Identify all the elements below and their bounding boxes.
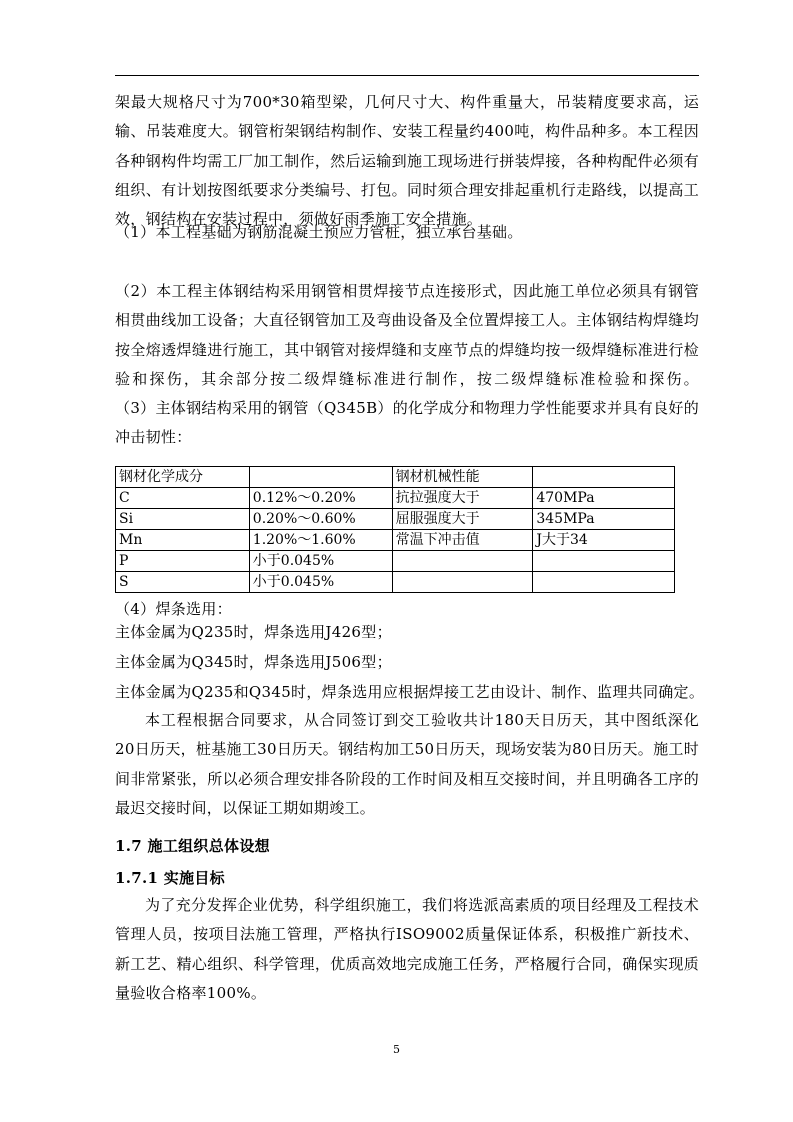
table-cell (533, 467, 675, 488)
table-cell: 345MPa (533, 509, 675, 530)
schedule-paragraph: 本工程根据合同要求，从合同签订到交工验收共计180天日历天，其中图纸深化20日历天，桩基施工30日历天。钢结构加工50日历天，现场安装为80日历天。施工时间非常紧张，所以必须合理安排各阶段的工作时间及相互交接时间，并且明确各工序的最迟交接时间，以保证工期如期竣工。 (115, 711, 699, 817)
item-4: （4）焊条选用： (115, 600, 232, 618)
steel-property-table (115, 466, 675, 593)
table-cell (249, 467, 392, 488)
header-rule (115, 75, 699, 76)
table-row (116, 551, 675, 572)
goal-paragraph: 为了充分发挥企业优势，科学组织施工，我们将选派高素质的项目经理及工程技术管理人员，按项目法施工管理，严格执行ISO9002质量保证体系，积极推广新技术、新工艺、精心组织、科学管理，优质高效地完成施工任务，严格履行合同，确保实现质量验收合格率100%。 (115, 896, 699, 1002)
table-cell: 钢材化学成分 (116, 467, 250, 488)
table-cell (392, 572, 533, 593)
table-cell (392, 551, 533, 572)
table-cell: 小于0.045% (249, 551, 392, 572)
table-cell: 抗拉强度大于 (392, 488, 533, 509)
table-cell: 小于0.045% (249, 572, 392, 593)
table-cell: 钢材机械性能 (392, 467, 533, 488)
subsection-heading: 1.7.1 实施目标 (115, 869, 225, 887)
table-row (116, 467, 675, 488)
table-cell: Si (116, 509, 250, 530)
table-cell: C (116, 488, 250, 509)
table-row (116, 572, 675, 593)
electrode-rule-1: 主体金属为Q235时，焊条选用J426型； (115, 623, 392, 641)
table-cell: 470MPa (533, 488, 675, 509)
table-cell: S (116, 572, 250, 593)
table-cell (533, 551, 675, 572)
electrode-rule-2: 主体金属为Q345时，焊条选用J506型； (115, 653, 392, 671)
table-cell: 1.20%～1.60% (249, 530, 392, 551)
table-cell: 0.20%～0.60% (249, 509, 392, 530)
table-cell: 0.12%～0.20% (249, 488, 392, 509)
item-1: （1）本工程基础为钢筋混凝土预应力管桩，独立承台基础。 (115, 223, 523, 241)
section-heading: 1.7 施工组织总体设想 (115, 837, 270, 855)
table-cell (533, 572, 675, 593)
electrode-rule-3: 主体金属为Q235和Q345时，焊条选用应根据焊接工艺由设计、制作、监理共同确定。 (115, 683, 705, 701)
item-3: （3）主体钢结构采用的钢管（Q345B）的化学成分和物理力学性能要求并具有良好的冲击韧性： (115, 399, 699, 447)
table-row (116, 530, 675, 551)
page-number: 5 (393, 1043, 400, 1056)
table-cell: 屈服强度大于 (392, 509, 533, 530)
table-cell: 常温下冲击值 (392, 530, 533, 551)
table-row (116, 509, 675, 530)
table-cell: J大于34 (533, 530, 675, 551)
table-cell: Mn (116, 530, 250, 551)
table-cell: P (116, 551, 250, 572)
intro-paragraph: 架最大规格尺寸为700*30箱型梁，几何尺寸大、构件重量大，吊装精度要求高，运输、吊装难度大。钢管桁架钢结构制作、安装工程量约400吨，构件品种多。本工程因各种钢构件均需工厂加工制作，然后运输到施工现场进行拼装焊接，各种构配件必须有组织、有计划按图纸要求分类编号、打包。同时须合理安排起重机行走路线，以提高工效，钢结构在安装过程中，须做好雨季施工安全措施。 (115, 93, 699, 229)
table-row (116, 488, 675, 509)
item-2: （2）本工程主体钢结构采用钢管相贯焊接节点连接形式，因此施工单位必须具有钢管相贯曲线加工设备；大直径钢管加工及弯曲设备及全位置焊接工人。主体钢结构焊缝均按全熔透焊缝进行施工，其中钢管对接焊缝和支座节点的焊缝均按一级焊缝标准进行检验和探伤，其余部分按二级焊缝标准进行制作，按二级焊缝标准检验和探伤。 (115, 282, 699, 388)
